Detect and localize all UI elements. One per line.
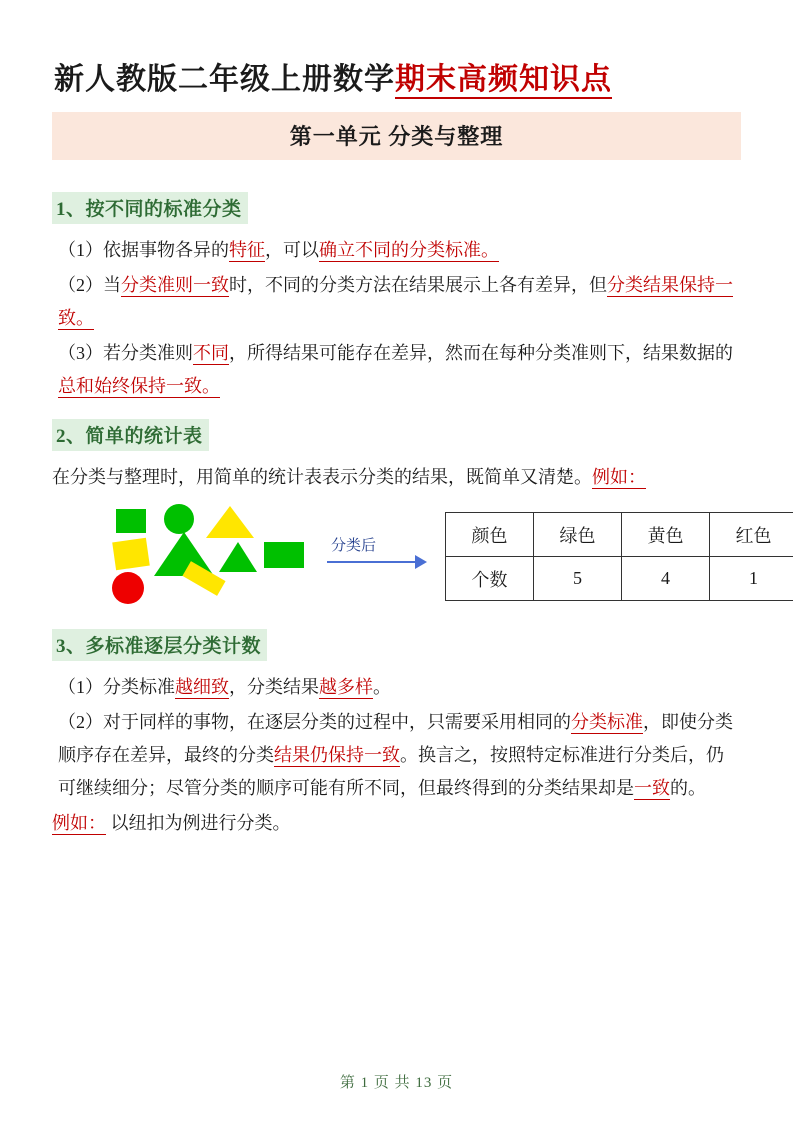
classified-arrow — [325, 534, 435, 580]
table-cell: 黄色 — [622, 513, 710, 557]
section-2-heading: 2、简单的统计表 — [52, 419, 209, 451]
red-circle-shape — [112, 572, 144, 604]
arrow-label: 分类后 — [331, 537, 377, 554]
green-circle-shape — [164, 504, 194, 534]
green-triangle-small-shape — [219, 542, 257, 572]
classification-table — [445, 512, 793, 601]
section-3-paragraph-1 — [52, 671, 741, 704]
text-run: （3）若分类准则 — [58, 343, 193, 363]
example-figure — [52, 504, 772, 609]
table-cell: 4 — [622, 557, 710, 601]
text-run: 的。 — [670, 778, 706, 798]
yellow-square-shape — [112, 538, 150, 570]
text-run: 以纽扣为例进行分类。 — [106, 813, 291, 833]
section-3-heading: 3、多标准逐层分类计数 — [52, 629, 267, 661]
text-run-highlight: 确立不同的分类标准。 — [319, 240, 499, 260]
table-cell: 红色 — [710, 513, 793, 557]
section-3 — [52, 615, 741, 840]
page-footer: 第 1 页 共 13 页 — [339, 1075, 454, 1091]
table-cell: 个数 — [446, 557, 534, 601]
arrow-head-icon — [415, 555, 427, 569]
arrow-line — [327, 561, 419, 563]
section-3-paragraph-2 — [52, 706, 741, 805]
text-run: （1）分类标准 — [58, 677, 175, 697]
text-run: （2）对于同样的事物，在逐层分类的过程中，只需要采用相同的 — [58, 712, 571, 732]
table-cell: 1 — [710, 557, 793, 601]
section-1-heading: 1、按不同的标准分类 — [52, 192, 248, 224]
text-run: ，分类结果 — [229, 677, 319, 697]
text-run-highlight: 越多样 — [319, 677, 373, 697]
table-cell: 5 — [534, 557, 622, 601]
section-1-paragraph-3 — [52, 337, 741, 403]
page-title-plain: 新人教版二年级上册数学 — [54, 63, 395, 96]
text-run: 时，不同的分类方法在结果展示上各有差异，但 — [229, 275, 607, 295]
text-run-highlight: 分类标准 — [571, 712, 643, 732]
section-3-paragraph-3 — [52, 807, 741, 840]
page-title — [54, 54, 741, 98]
text-run: 。换言之，按照特定标准进行分类后，仍可继续细分；尽管分类的顺序可能有所不同，但最终得到的分类结果却是 — [58, 745, 724, 798]
text-run: ，所得结果可能存在差异，然而在每种分类准则下，结果数据的 — [229, 343, 733, 363]
green-square-shape — [116, 509, 146, 533]
text-run: ，可以 — [265, 240, 319, 260]
text-run: 在分类与整理时，用简单的统计表表示分类的结果，既简单又清楚。 — [52, 467, 592, 487]
section-2-paragraph-1 — [52, 461, 741, 494]
section-1-paragraph-2 — [52, 269, 741, 335]
text-run: （2）当 — [58, 275, 121, 295]
text-run-highlight: 例如： — [52, 813, 106, 833]
text-run-highlight: 越细致 — [175, 677, 229, 697]
text-run: （1）依据事物各异的 — [58, 240, 229, 260]
table-row — [446, 557, 793, 601]
text-run-highlight: 分类结果保持一致。 — [58, 275, 733, 328]
table-row — [446, 513, 793, 557]
section-2 — [52, 405, 772, 609]
text-run-highlight: 分类准则一致 — [121, 275, 229, 295]
text-run: ，即使分类顺序存在差异，最终的分类 — [58, 712, 733, 765]
text-run-highlight: 例如： — [592, 467, 646, 487]
text-run-highlight: 结果仍保持一致 — [274, 745, 400, 765]
table-cell: 绿色 — [534, 513, 622, 557]
unit-banner: 第一单元 分类与整理 — [52, 112, 741, 160]
text-run: 。 — [373, 677, 391, 697]
page-title-highlight: 期末高频知识点 — [395, 63, 612, 99]
text-run-highlight: 特征 — [229, 240, 265, 260]
shape-group — [106, 504, 321, 609]
section-1 — [52, 178, 741, 403]
text-run-highlight: 不同 — [193, 343, 229, 363]
section-1-paragraph-1 — [52, 234, 741, 267]
text-run-highlight: 一致 — [634, 778, 670, 798]
text-run-highlight: 总和始终保持一致。 — [58, 376, 220, 396]
table-cell: 颜色 — [446, 513, 534, 557]
green-rect-shape — [264, 542, 304, 568]
